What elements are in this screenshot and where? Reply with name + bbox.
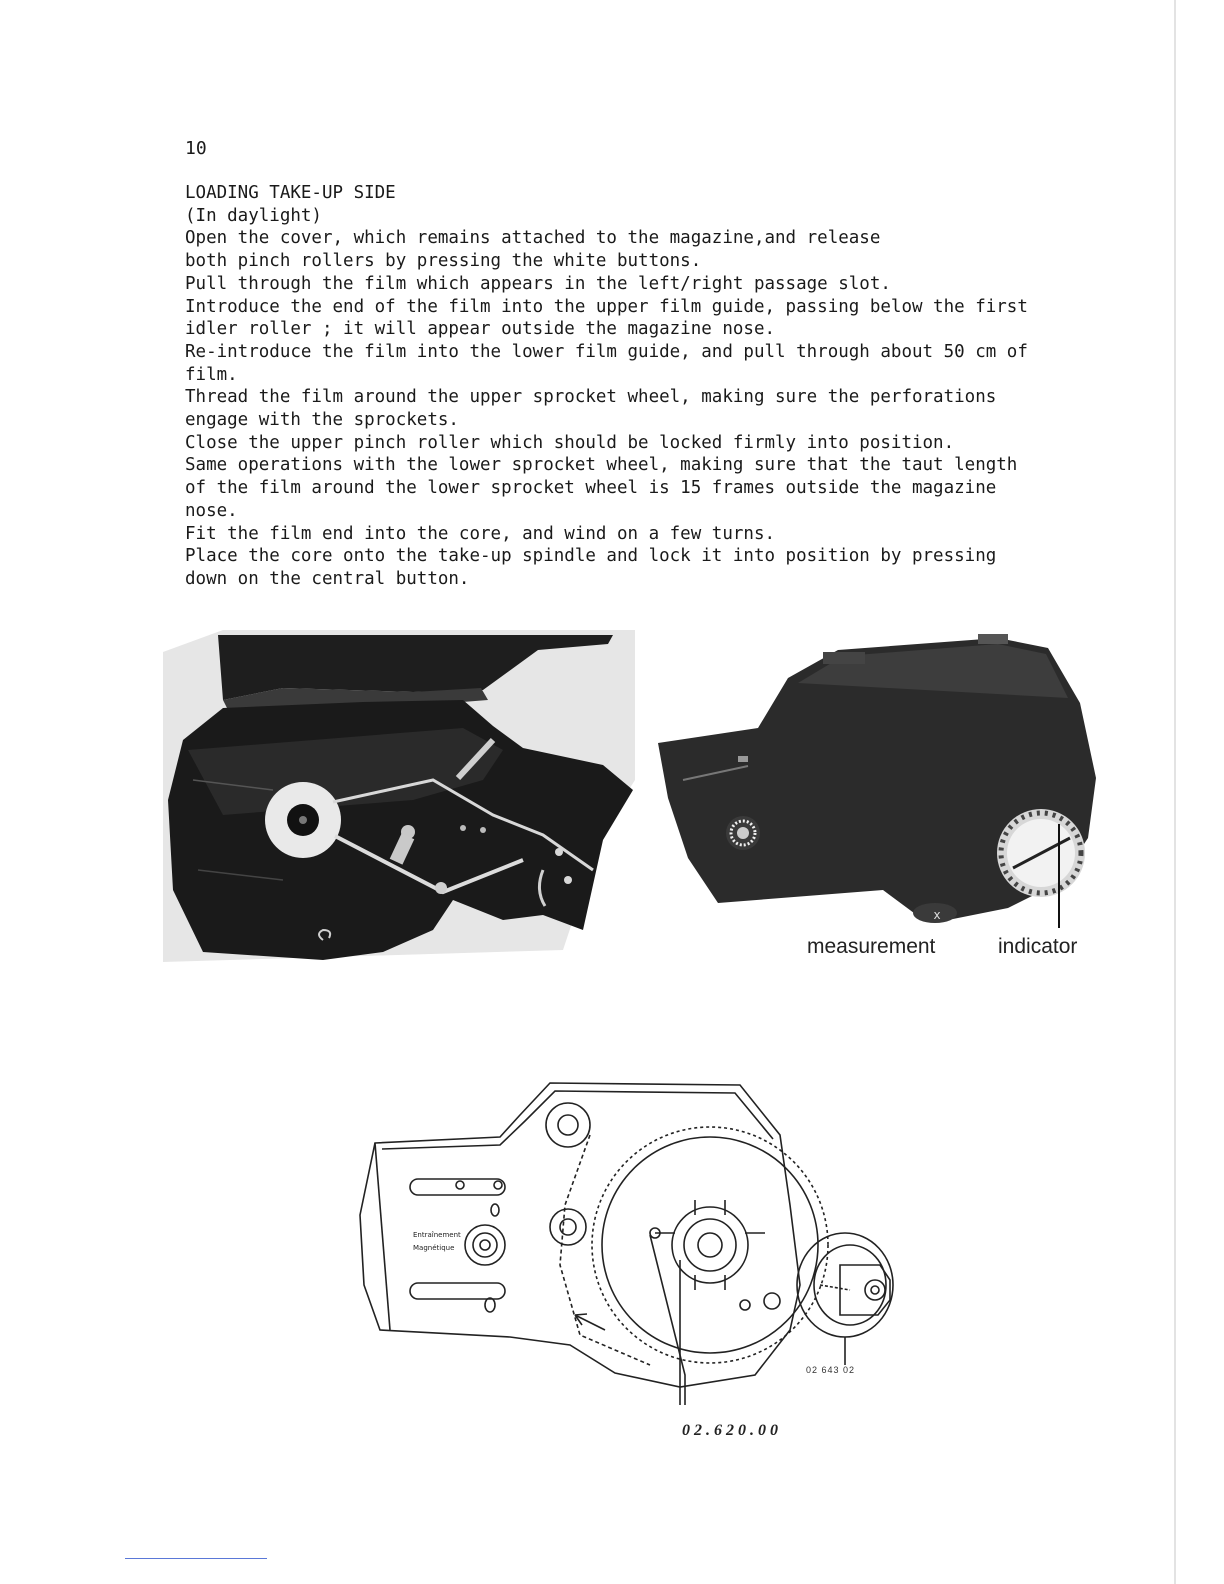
text-line: Fit the film end into the core, and wind on a few turns. <box>185 523 776 544</box>
page-edge-shadow <box>1174 0 1176 1584</box>
section-heading: LOADING TAKE-UP SIDE <box>185 183 396 203</box>
closed-magazine-photo <box>648 628 1100 928</box>
text-line: (In daylight) <box>185 205 322 226</box>
text-line: engage with the sprockets. <box>185 410 459 431</box>
text-line: Place the core onto the take-up spindle and lock it into position by pressing <box>185 546 997 567</box>
measurement-caption: measurement <box>807 935 936 958</box>
indicator-caption: indicator <box>998 935 1078 958</box>
text-line: down on the central button. <box>185 568 470 589</box>
text-line: of the film around the lower sprocket wheel is 15 frames outside the magazine <box>185 478 997 499</box>
text-line: Introduce the end of the film into the upper film guide, passing below the first <box>185 296 1028 317</box>
text-line: Open the cover, which remains attached to the magazine,and release <box>185 228 881 249</box>
text-line: Pull through the film which appears in the left/right passage slot. <box>185 273 891 294</box>
page-number: 10 <box>185 138 207 159</box>
text-line: Re-introduce the film into the lower film guide, and pull through about 50 cm of <box>185 341 1028 362</box>
magazine-part-number: 02.620.00 <box>682 1422 782 1439</box>
text-line: film. <box>185 364 238 385</box>
text-line: Same operations with the lower sprocket wheel, making sure that the taut length <box>185 455 1018 476</box>
body-text <box>185 182 1115 591</box>
svg-text:x: x <box>933 908 941 922</box>
drawing-label-lower: Magnétique <box>413 1244 455 1252</box>
text-line: nose. <box>185 500 238 521</box>
text-line: both pinch rollers by pressing the white buttons. <box>185 251 702 272</box>
text-line: Close the upper pinch roller which should be locked firmly into position. <box>185 432 955 453</box>
text-line: idler roller ; it will appear outside the magazine nose. <box>185 319 776 340</box>
magazine-line-drawing <box>350 1075 910 1455</box>
core-part-number: 02 643 02 <box>806 1365 856 1375</box>
footnote-rule <box>125 1558 267 1559</box>
open-magazine-photo <box>163 630 635 962</box>
drawing-label-upper: Entraînement <box>413 1231 461 1239</box>
text-line: Thread the film around the upper sprocket wheel, making sure the perforations <box>185 387 997 408</box>
